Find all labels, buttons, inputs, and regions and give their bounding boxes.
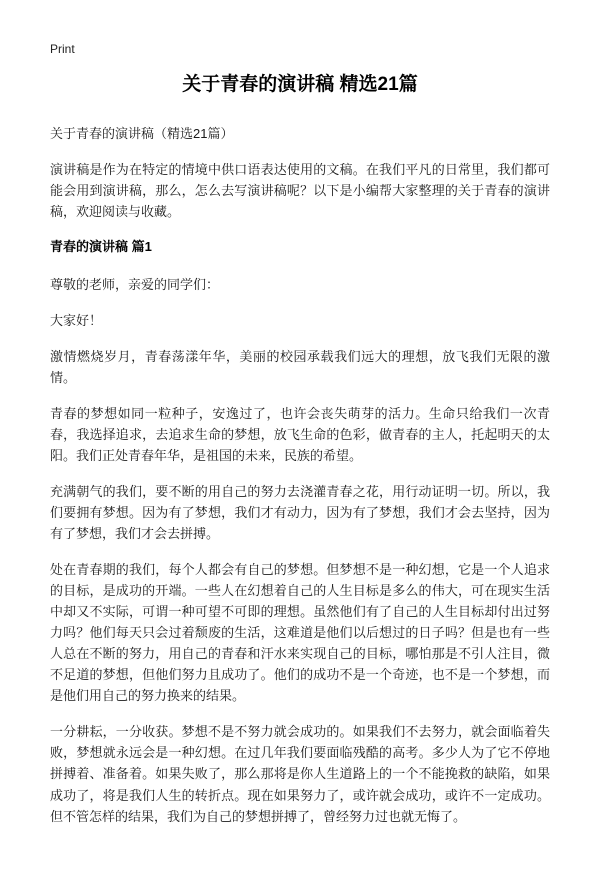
page-title: 关于青春的演讲稿 精选21篇 bbox=[182, 74, 418, 95]
paragraph: 激情燃烧岁月，青春荡漾年华，美丽的校园承载我们远大的理想，放飞我们无限的激情。 bbox=[50, 348, 550, 385]
document-subtitle: 关于青春的演讲稿（精选21篇） bbox=[50, 125, 234, 141]
intro-paragraph: 演讲稿是作为在特定的情境中供口语表达使用的文稿。在我们平凡的日常里，我们都可能会用到演讲稿，那么，怎么去写演讲稿呢？以下是小编帮大家整理的关于青春的演讲稿，欢迎阅读与收藏。 bbox=[50, 161, 550, 219]
paragraph-greeting: 大家好！ bbox=[50, 312, 103, 328]
section-heading-1: 青春的演讲稿 篇1 bbox=[50, 238, 152, 254]
paragraph: 处在青春期的我们，每个人都会有自己的梦想。但梦想不是一种幻想，它是一个人追求的目标，是成功的开端。一些人在幻想着自己的人生目标是多么的伟大，可在现实生活中却又不实际，可谓一种可望不可即的理想。虽然他们有了自己的人生目标却付出过努力吗？他们每天只会过着颓废的生活，这难道是他们以后想过的日子吗？但是也有一些人总在不断的努力，用自己的青春和汗水来实现自己的目标，哪怕那是不引人注目，微不足道的梦想，但他们努力且成功了。他们的成功不是一个奇迹，也不是一个梦想，而是他们用自己的努力换来的结果。 bbox=[50, 562, 550, 704]
paragraph: 充满朝气的我们，要不断的用自己的努力去浇灌青春之花，用行动证明一切。所以，我们要拥有梦想。因为有了梦想，我们才有动力，因为有了梦想，我们才会去坚持，因为有了梦想，我们才会去拼搏。 bbox=[50, 483, 550, 541]
paragraph: 青春的梦想如同一粒种子，安逸过了，也许会丧失萌芽的活力。生命只给我们一次青春，我选择追求，去追求生命的梦想，放飞生命的色彩，做青春的主人，托起明天的太阳。我们正处青春年华，是祖国的未来，民族的希望。 bbox=[50, 405, 550, 463]
print-button[interactable]: Print bbox=[50, 42, 75, 56]
paragraph-salutation: 尊敬的老师，亲爱的同学们： bbox=[50, 276, 220, 292]
paragraph: 一分耕耘，一分收获。梦想不是不努力就会成功的。如果我们不去努力，就会面临着失败，梦想就永远会是一种幻想。在过几年我们要面临残酷的高考。多少人为了它不停地拼搏着、准备着。如果失败了，那么那将是你人生道路上的一个不能挽救的缺陷，如果成功了，将是我们人生的转折点。现在如果努力了，或许就会成功，或许不一定成功。但不管怎样的结果，我们为自己的梦想拼搏了，曾经努力过也就无悔了。 bbox=[50, 724, 550, 824]
